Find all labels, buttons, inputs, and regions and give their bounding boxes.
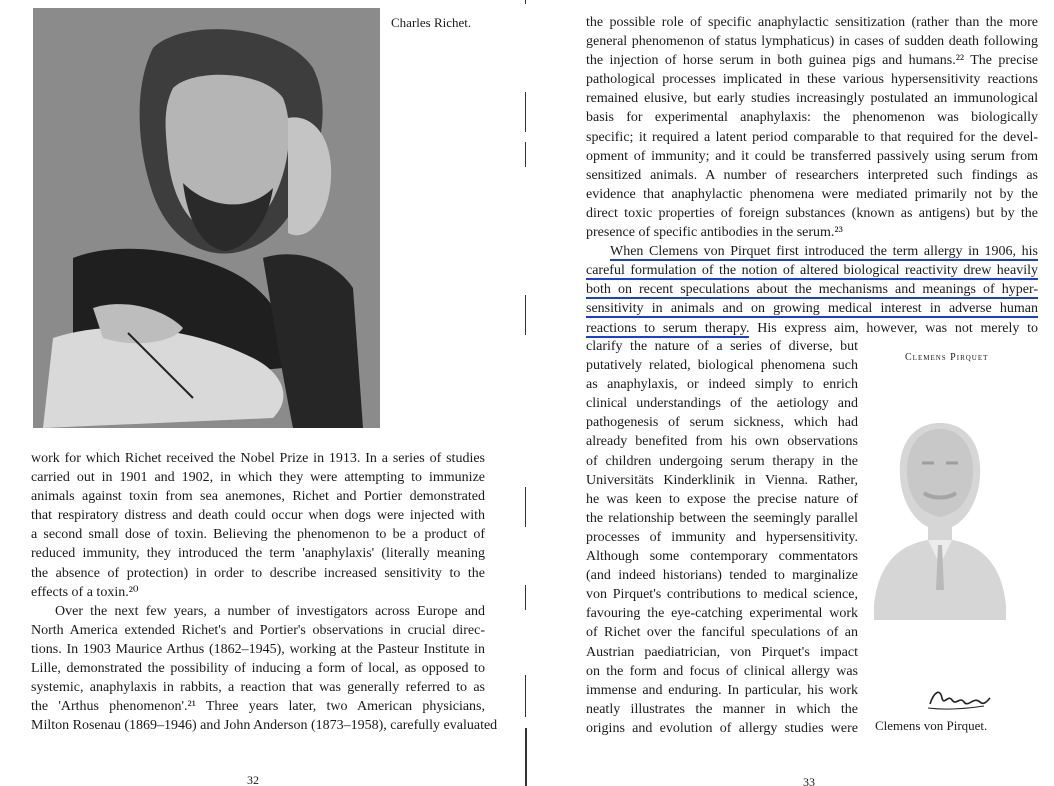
highlighted-line (586, 319, 1038, 338)
photo-caption-richet: Charles Richet. (391, 15, 472, 30)
highlighted-line (586, 242, 1038, 261)
text-line: direct toxic properties of foreign substances (known as antigens) but by the (586, 205, 1038, 221)
text-line: Austrian paediatrician, von Pirquet's impact (586, 644, 858, 660)
text-line: (and indeed historians) tended to marginalize (586, 568, 858, 584)
highlighted-line (586, 261, 1038, 280)
left-body-text (31, 449, 498, 735)
text-line: evidence that anaphylactic phenomena were mediated primarily not by the (586, 186, 1038, 202)
text-line: von Pirquet's contributions to medical science, (586, 587, 858, 603)
text-line: the 'Arthus phenomenon'.²¹ Three years later, two American physicians, (31, 699, 485, 715)
pirquet-signature-image (924, 684, 992, 712)
text-line: sensitized animals. A number of researchers interpreted such findings as (586, 167, 1038, 183)
text-line: tions. In 1903 Maurice Arthus (1862–1945), working at the Pasteur Institute in (31, 641, 485, 657)
charles-richet-portrait-photo (33, 8, 380, 428)
text-line: that respiratory distress and death could occur when dogs were injected with (31, 508, 485, 524)
text-line: the absence of protection) in order to describe increased sensitivity to the (31, 565, 485, 581)
text-line: remained elusive, but early studies increasingly postulated an immunological (586, 91, 1038, 107)
text-line: of Richet over the fanciful speculations of an (586, 625, 858, 641)
text-line: North America extended Richet's and Portier's observations in crucial direc- (31, 622, 485, 638)
text-line: reduced immunity, they introduced the term 'anaphylaxis' (literally meaning (31, 546, 485, 562)
text-line: putatively related, biological phenomena such (586, 358, 858, 374)
text-line: work for which Richet received the Nobel Prize in 1913. In a series of studies (31, 451, 485, 466)
text-line: already benefited from his own observations (586, 434, 858, 450)
text-line: the injection of horse serum in both guinea pigs and humans.²² The precise (586, 53, 1038, 69)
gutter-mark (525, 142, 526, 167)
text-line: on the form and focus of clinical allergy was (586, 663, 858, 679)
text-line: as anaphylaxis, or indeed simply to enrich (586, 377, 858, 393)
text-line: the relationship between the seemingly parallel (586, 510, 858, 526)
text-line: opment of immunity; and it could be transferred passively using serum from (586, 148, 1038, 164)
text-line: effects of a toxin.²⁰ (31, 584, 139, 600)
gutter-mark (525, 675, 526, 717)
page-number-left: 32 (247, 773, 259, 786)
text-line: immense and enduring. In particular, his work (586, 682, 858, 698)
text-line: clinical understandings of the aetiology and (586, 396, 858, 412)
gutter-mark (525, 585, 526, 610)
text-line: Milton Rosenau (1869–1946) and John Anderson (1873–1958), carefully evaluated (31, 718, 498, 734)
text-line: neatly illustrates the manner in which the (586, 701, 858, 717)
gutter-mark (525, 295, 526, 335)
right-body-text (586, 13, 1038, 338)
page-number-right: 33 (803, 775, 815, 786)
underlined-passage: When Clemens von Pirquet first introduced the term allergy in 1906, his (610, 244, 1038, 260)
text-line: favouring the eye-catching experimental work (586, 606, 858, 622)
gutter-mark (525, 487, 526, 527)
highlighted-line (586, 280, 1038, 299)
text-line: he was keen to expose the precise nature of (586, 491, 858, 507)
text-line: pathological processes implicated in these various hypersensitivity reactions (586, 72, 1038, 88)
underlined-passage: reactions to serum therapy. (586, 320, 750, 336)
text-line: Lille, demonstrated the possibility of inducing a form of local, as opposed to (31, 661, 485, 677)
right-body-text-narrow (586, 337, 858, 738)
photo-caption-pirquet: Clemens von Pirquet. (875, 718, 988, 733)
text-line: origins and evolution of allergy studies were (586, 720, 858, 736)
underlined-passage: careful formulation of the notion of altered biological reactivity drew heavily (586, 263, 1038, 279)
text-line: clarify the nature of a series of diverse, but (586, 339, 858, 354)
text-line: Over the next few years, a number of investigators across Europe and (55, 603, 485, 619)
text-line: systemic, anaphylaxis in rabbits, a reaction that was generally referred to as (31, 680, 485, 696)
text-line: general phenomenon of status lymphaticus) in cases of sudden death following (586, 34, 1038, 50)
text-line: carried out in 1901 and 1902, in which they were attempting to immunize (31, 470, 485, 486)
text-line: Although some contemporary commentators (586, 549, 858, 565)
gutter-mark (525, 0, 526, 4)
text-line: presence of specific antibodies in the serum.²³ (586, 225, 843, 241)
underlined-passage: sensitivity in animals and on growing medical interest in adverse human (586, 301, 1038, 317)
text-line-tail: His express aim, however, was not merely to (749, 320, 1038, 336)
text-line: specific; it required a latent period comparable to that required for the devel- (586, 129, 1038, 145)
text-line: animals against toxin from sea anemones, Richet and Portier demonstrated (31, 489, 485, 505)
underlined-passage: both on recent speculations about the mechanisms and meanings of hyper- (586, 282, 1038, 298)
text-line: of children undergoing serum therapy in the (586, 453, 858, 469)
highlighted-line (586, 299, 1038, 318)
text-line: the possible role of specific anaphylactic sensitization (rather than the more (586, 15, 1038, 30)
gutter-mark (525, 92, 526, 132)
text-line: Universitäts Kinderklinik in Vienna. Rather, (586, 472, 858, 488)
text-line: a second small dose of toxin. Believing the phenomenon to be a product of (31, 527, 485, 543)
portrait-illustration (33, 8, 380, 428)
portrait-illustration (872, 415, 1008, 620)
text-line: basis for experimental anaphylaxis: the phenomenon was biologically (586, 110, 1038, 126)
text-line: processes of immunity and hypersensitivity. (586, 529, 858, 545)
clemens-von-pirquet-portrait-photo (872, 415, 1008, 620)
text-line: pathogenesis of serum sickness, which had (586, 415, 858, 431)
portrait-nameplate: Clemens Pirquet (905, 352, 989, 363)
